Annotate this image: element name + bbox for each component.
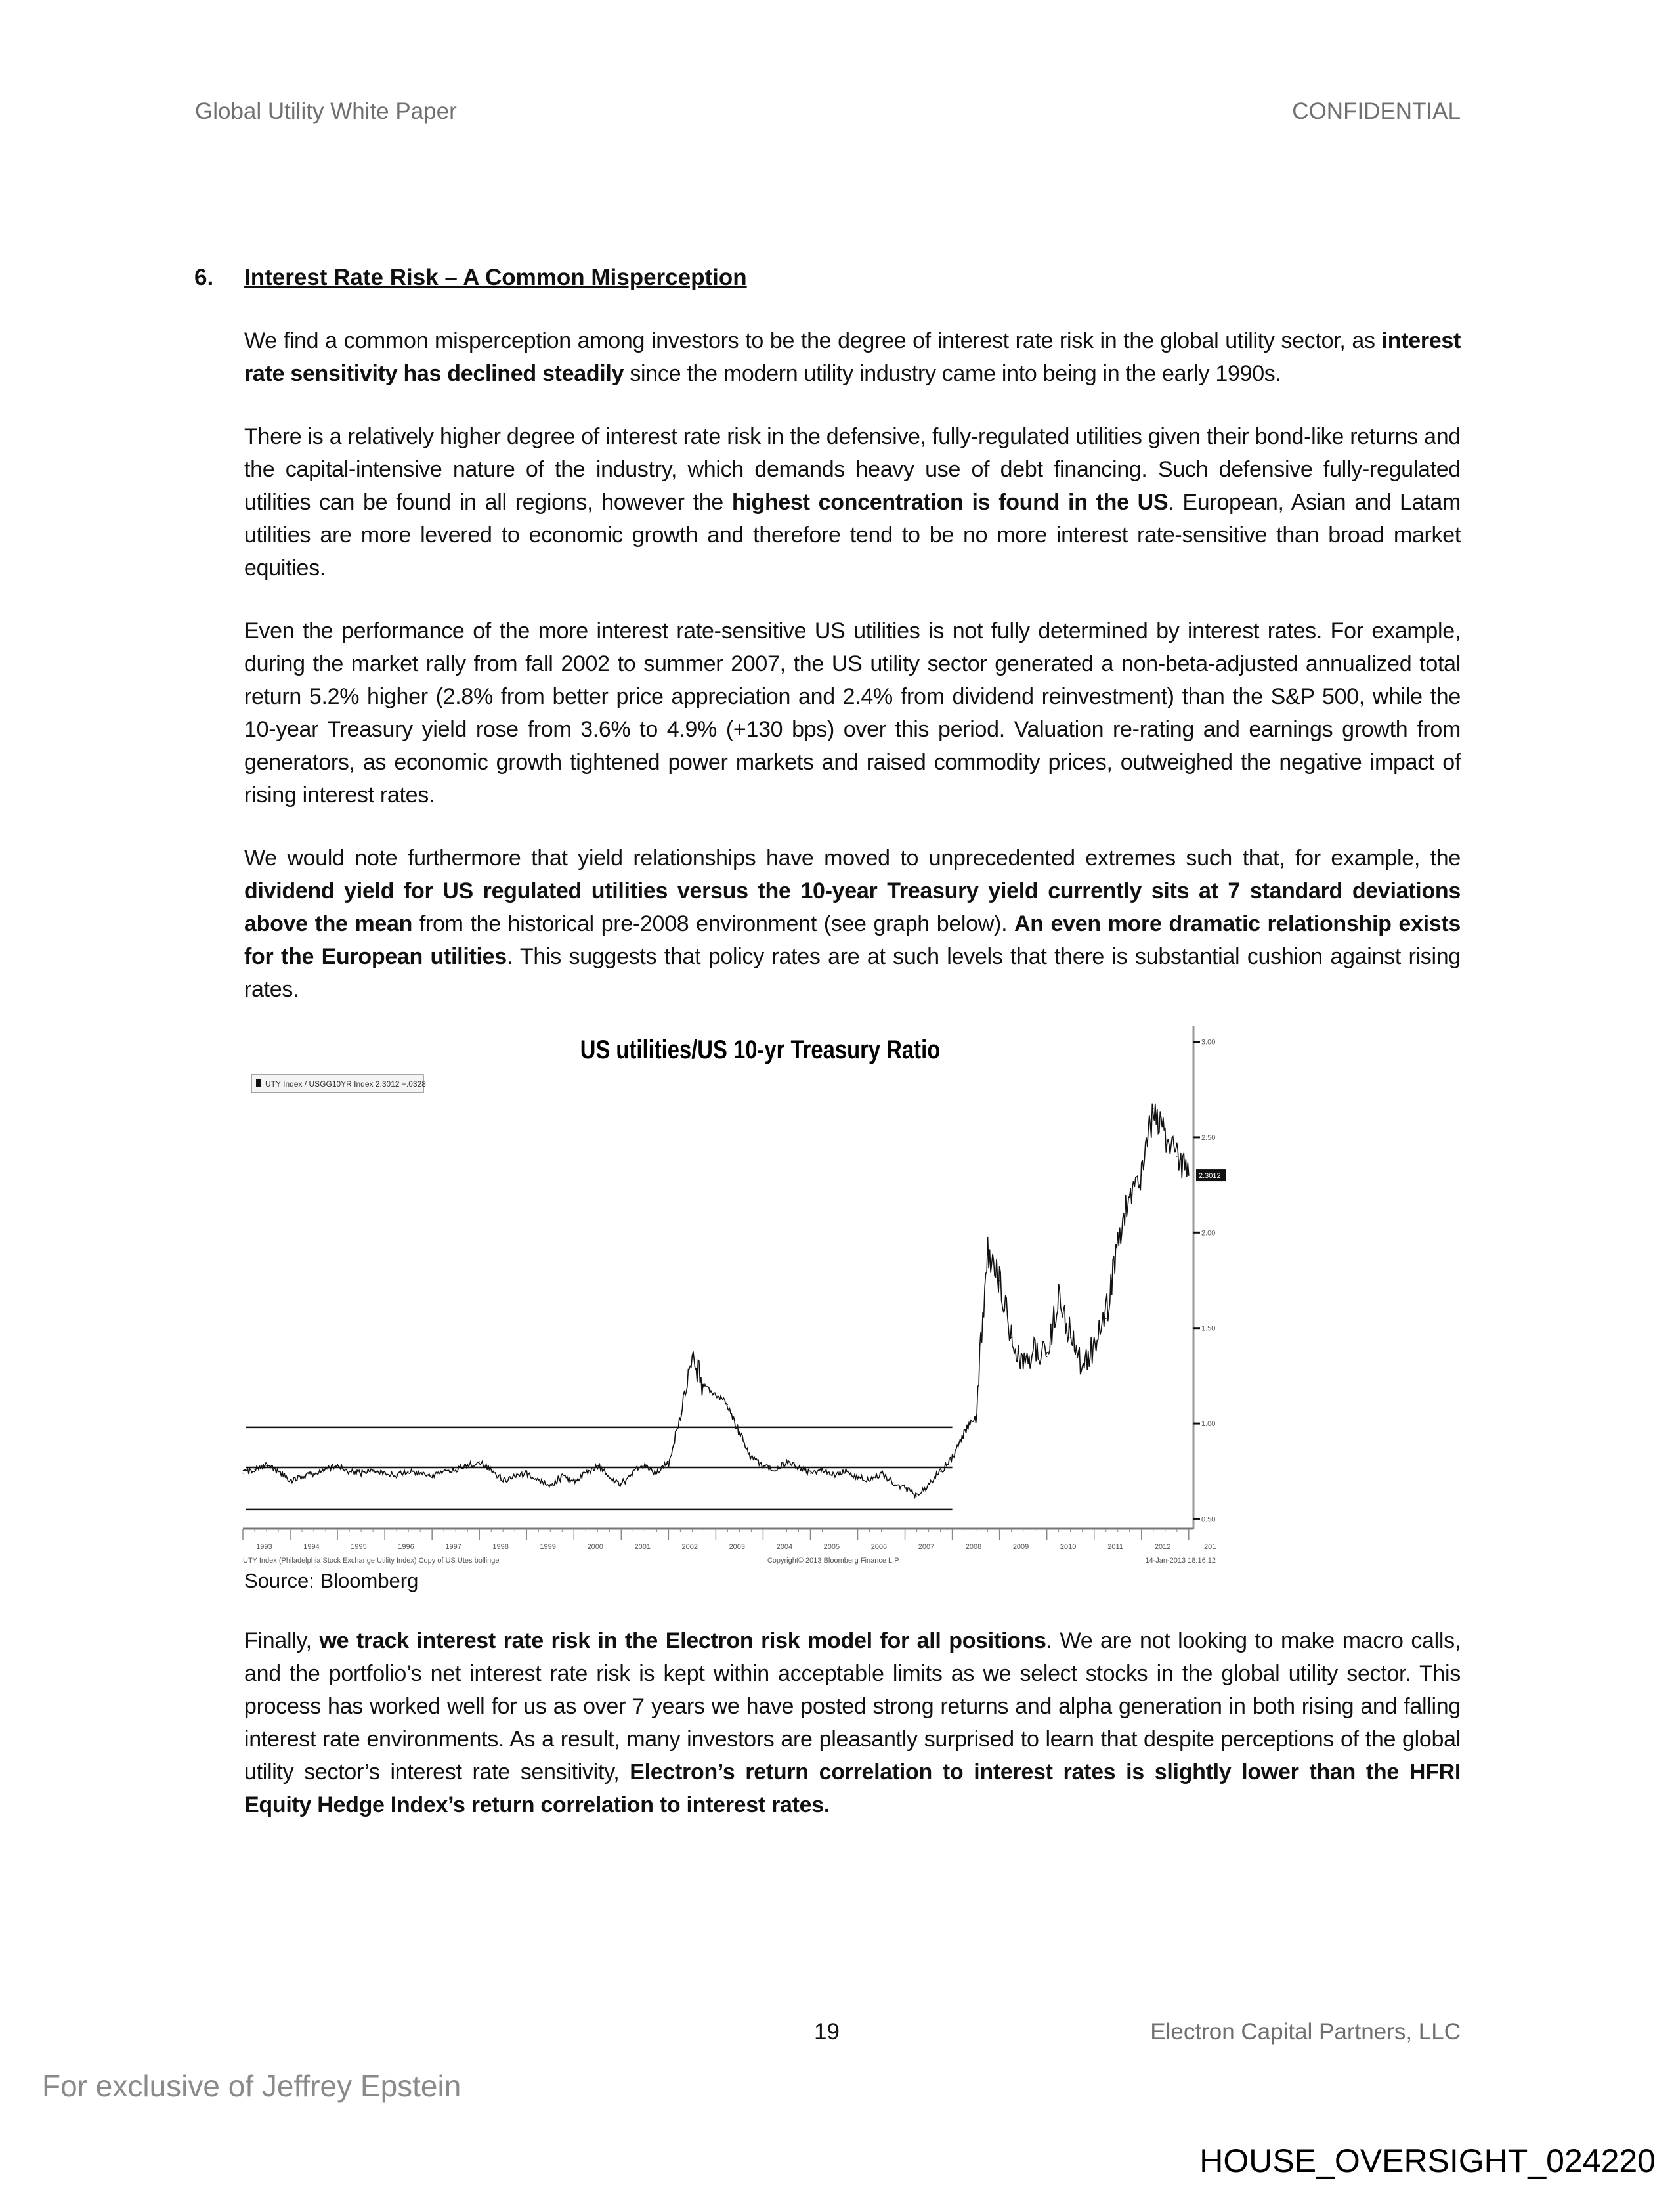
chart-footer-copyright: Copyright© 2013 Bloomberg Finance L.P. (767, 1557, 901, 1565)
x-tick-label: 2012 (1154, 1543, 1171, 1551)
body-text: We find a common misperception among investors to be the degree of interest rate risk in the global utility sector, as (244, 328, 1382, 353)
data-point (999, 1280, 1000, 1281)
x-tick-label: 201 (1204, 1543, 1216, 1551)
data-point (349, 1471, 350, 1472)
data-point (431, 1475, 433, 1476)
data-point (242, 1473, 244, 1474)
data-point (680, 1414, 681, 1415)
data-point (490, 1469, 492, 1470)
data-point (810, 1473, 811, 1474)
x-tick-label: 2000 (587, 1543, 603, 1551)
body-text: . European, Asian and Latam utilities are more levered to economic growth and therefore tend to be no more interest rate-sensitive than broad market equities. (244, 490, 1461, 580)
emphasis-text: An even more dramatic relationship exists for the European utilities (244, 911, 1461, 969)
body-text: . We are not looking to make macro calls, and the portfolio’s net interest rate risk is kept within acceptable limits as we select stocks in the global utility sector. This process has worked well for us as over 7 years we have posted strong returns and alpha generation in both rising and falling interest rate environments. As a result, many investors are pleasantly surprised to learn that despite perceptions of the global utility sector’s interest rate sensitivity, (244, 1628, 1461, 1785)
legend-label: UTY Index / USGG10YR Index 2.3012 +.0328 (265, 1079, 426, 1089)
body-text: There is a relatively higher degree of interest rate risk in the defensive, fully-regulated utilities given their bond-like returns and the capital-intensive nature of the industry, which demands heavy use of debt financing. Such defensive fully-regulated utilities can be found in all regions, however the (244, 424, 1461, 515)
data-point (786, 1461, 788, 1462)
data-point (585, 1473, 586, 1474)
chart-footer-timestamp: 14-Jan-2013 18:16:12 (1145, 1557, 1216, 1565)
data-point (964, 1433, 965, 1434)
data-point (443, 1471, 444, 1472)
data-point (1153, 1108, 1154, 1110)
paragraph (244, 420, 1461, 584)
paragraph (244, 615, 1461, 812)
data-point (290, 1481, 291, 1482)
data-point (313, 1473, 314, 1474)
data-point (846, 1471, 847, 1472)
data-point (538, 1481, 539, 1482)
x-tick-label: 2007 (918, 1543, 935, 1551)
data-point (1011, 1337, 1012, 1338)
data-point (266, 1465, 267, 1466)
x-tick-label: 1997 (445, 1543, 461, 1551)
data-point (621, 1484, 622, 1485)
data-point (1070, 1337, 1071, 1338)
data-point (645, 1465, 646, 1466)
page-body (194, 261, 1461, 1821)
x-tick-label: 2004 (776, 1543, 793, 1551)
data-point (360, 1473, 362, 1474)
data-point (1141, 1175, 1142, 1176)
header-title: Global Utility White Paper (195, 98, 457, 124)
chart-legend (251, 1075, 426, 1093)
chart-source: Source: Bloomberg (244, 1569, 419, 1592)
paragraph (244, 842, 1461, 1006)
body-text: . This suggests that policy rates are at such levels that there is substantial cushion against rising rates. (244, 944, 1461, 1002)
chart-title: US utilities/US 10-yr Treasury Ratio (580, 1034, 941, 1064)
data-point (1188, 1175, 1190, 1176)
emphasis-text: interest rate sensitivity has declined steadily (244, 328, 1461, 386)
data-point (301, 1477, 303, 1478)
data-point (857, 1477, 859, 1478)
data-point (692, 1356, 693, 1358)
x-tick-label: 2008 (965, 1543, 982, 1551)
data-point (952, 1458, 953, 1459)
section-heading (194, 261, 1461, 294)
x-tick-label: 1998 (492, 1543, 509, 1551)
emphasis-text: Electron’s return correlation to interest rates is slightly lower than the HFRI Equity Hedge Index’s return correlation to interest rates. (244, 1760, 1461, 1817)
data-point (597, 1465, 598, 1466)
data-point (798, 1467, 800, 1468)
watermark-text: For exclusive of Jeffrey Epstein (42, 2069, 461, 2103)
data-point (739, 1433, 740, 1434)
y-tick-label: 3.00 (1201, 1038, 1216, 1047)
y-tick-label: 1.50 (1201, 1324, 1216, 1333)
x-tick-label: 2003 (729, 1543, 746, 1551)
data-point (372, 1469, 374, 1470)
x-tick-label: 2002 (681, 1543, 698, 1551)
page-number: 19 (814, 2019, 840, 2045)
data-point (763, 1465, 764, 1466)
data-point (881, 1473, 882, 1474)
data-point (408, 1471, 409, 1472)
data-point (656, 1473, 658, 1474)
data-point (716, 1395, 717, 1396)
data-point (704, 1385, 705, 1386)
x-tick-label: 1995 (351, 1543, 367, 1551)
data-point (976, 1414, 977, 1415)
data-point (455, 1469, 456, 1470)
data-point (869, 1481, 870, 1482)
data-point (325, 1469, 326, 1470)
y-tick-label: 2.50 (1201, 1133, 1216, 1142)
data-point (633, 1471, 634, 1472)
y-tick-label: 2.00 (1201, 1229, 1216, 1238)
data-point (928, 1484, 930, 1485)
data-point (526, 1473, 527, 1474)
x-tick-label: 2001 (634, 1543, 651, 1551)
data-point (549, 1484, 551, 1485)
x-tick-label: 2010 (1060, 1543, 1077, 1551)
y-tick-label: 0.50 (1201, 1515, 1216, 1524)
data-point (1176, 1156, 1178, 1157)
body-text: We would note furthermore that yield relationships have moved to unprecedented extremes such that, for example, the (244, 846, 1461, 871)
data-point (893, 1482, 894, 1483)
data-point (751, 1458, 752, 1459)
data-point (905, 1488, 906, 1489)
data-point (514, 1477, 515, 1478)
data-point (502, 1481, 504, 1482)
data-point (1046, 1356, 1048, 1358)
data-point (1035, 1347, 1036, 1348)
chart-footer-left: UTY Index (Philadelphia Stock Exchange Utility Index) Copy of US Utes bollinge (243, 1557, 500, 1565)
section-title: Interest Rate Risk – A Common Misperception (244, 265, 747, 290)
body-text: since the modern utility industry came into being in the early 1990s. (624, 361, 1281, 386)
data-point (916, 1496, 918, 1497)
emphasis-text: dividend yield for US regulated utilities versus the 10-year Treasury yield currently sits at 7 standard deviations above the mean (244, 878, 1461, 936)
data-point (1058, 1290, 1060, 1291)
data-point (987, 1251, 989, 1253)
header-confidential: CONFIDENTIAL (1292, 98, 1461, 124)
data-point (1117, 1242, 1119, 1243)
section-number: 6. (194, 265, 214, 290)
data-point (1082, 1366, 1083, 1367)
data-point (1105, 1318, 1107, 1319)
x-tick-label: 2006 (870, 1543, 888, 1551)
body-text: Finally, (244, 1628, 320, 1653)
paragraph (244, 1624, 1461, 1821)
data-point (479, 1461, 480, 1462)
emphasis-text: highest concentration is found in the US (731, 490, 1169, 515)
ratio-series-line (243, 1104, 1189, 1498)
body-text: Even the performance of the more interest rate-sensitive US utilities is not fully determined by interest rates. For example, during the market rally from fall 2002 to summer 2007, the US utility sector generated a non-beta-adjusted annualized total return 5.2% higher (2.8% from better price appreciation and 2.4% from dividend reinvestment) than the S&P 500, while the 10-year Treasury yield rose from 3.6% to 4.9% (+130 bps) over this period. Valuation re-rating and earnings growth from generators, as economic growth tightened power markets and raised commodity prices, outweighed the negative impact of rising interest rates. (244, 618, 1461, 808)
data-point (419, 1473, 421, 1474)
data-point (396, 1475, 397, 1476)
emphasis-text: we track interest rate risk in the Electron risk model for all positions (319, 1628, 1046, 1653)
y-tick-label: 1.00 (1201, 1420, 1216, 1429)
data-point (834, 1475, 835, 1476)
data-point (727, 1404, 729, 1405)
x-tick-label: 1994 (303, 1543, 320, 1551)
footer-firm: Electron Capital Partners, LLC (1150, 2019, 1461, 2045)
data-point (775, 1469, 776, 1470)
data-point (940, 1471, 941, 1472)
data-point (1023, 1366, 1024, 1367)
data-point (561, 1477, 563, 1478)
x-tick-label: 1993 (256, 1543, 272, 1551)
data-point (1094, 1347, 1095, 1348)
x-tick-label: 1999 (540, 1543, 556, 1551)
paragraph (244, 324, 1461, 390)
bates-number: HOUSE_OVERSIGHT_024220 (1199, 2142, 1656, 2179)
data-point (1165, 1137, 1166, 1138)
data-point (384, 1473, 385, 1474)
ratio-chart (236, 1019, 1247, 1568)
data-point (467, 1465, 468, 1466)
last-value-label: 2.3012 (1199, 1172, 1221, 1181)
data-point (609, 1477, 611, 1478)
x-tick-label: 2005 (823, 1543, 840, 1551)
data-point (337, 1465, 338, 1466)
data-point (278, 1471, 279, 1472)
data-point (822, 1469, 823, 1470)
data-point (573, 1481, 574, 1482)
data-point (668, 1461, 670, 1462)
x-tick-label: 2009 (1012, 1543, 1029, 1551)
x-tick-label: 2011 (1107, 1543, 1123, 1551)
data-point (254, 1469, 255, 1470)
body-text: from the historical pre-2008 environment (see graph below). (412, 911, 1015, 936)
x-tick-label: 1996 (398, 1543, 414, 1551)
legend-swatch (256, 1079, 261, 1087)
data-point (1129, 1194, 1130, 1195)
